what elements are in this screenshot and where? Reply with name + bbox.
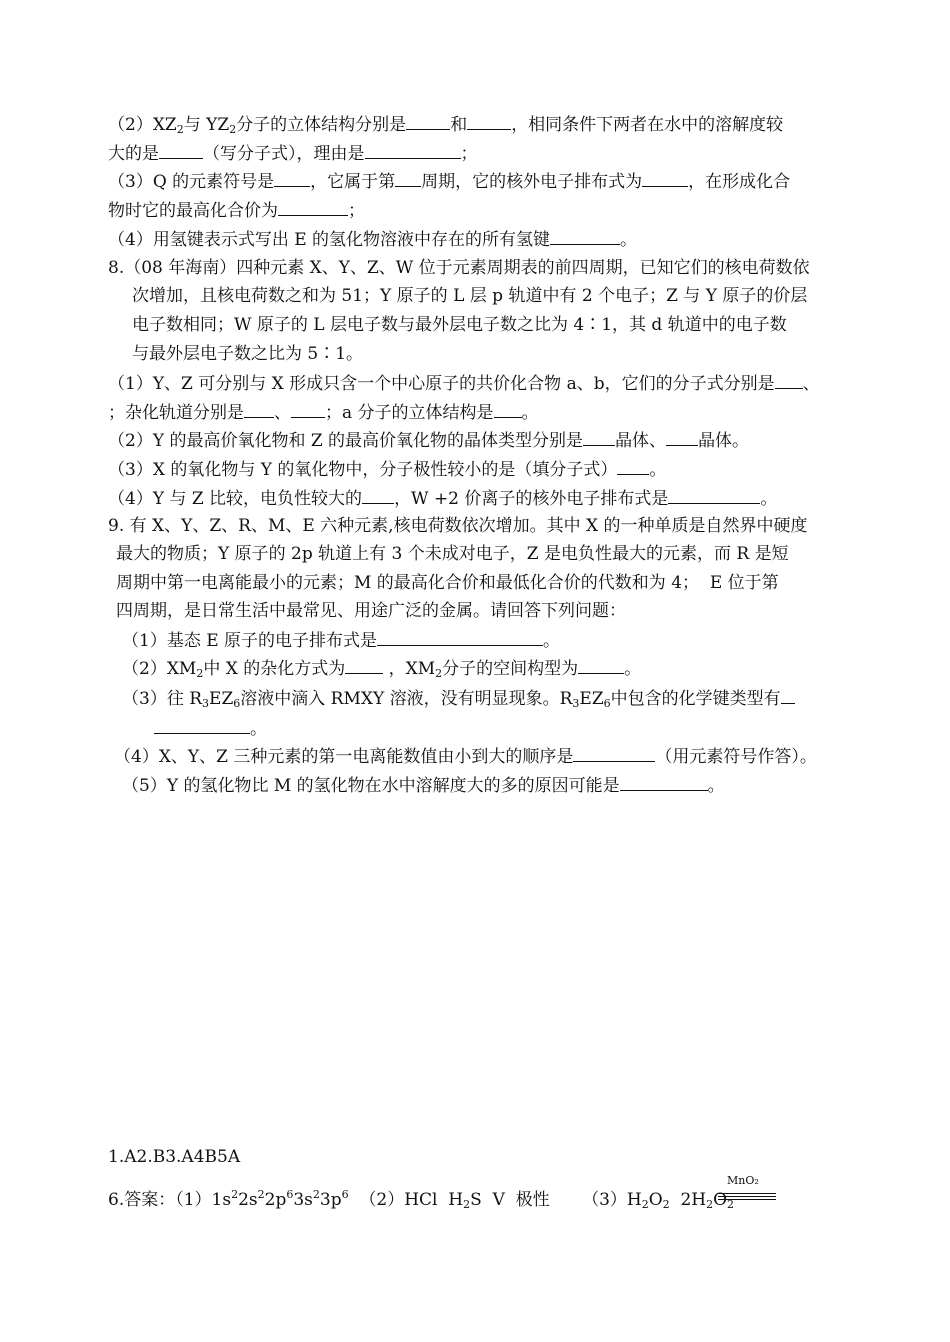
answers-1-to-5	[108, 1145, 240, 1169]
text-segment: （5）Y 的氢化物比 M 的氢化物在水中溶解度大的多的原因可能是	[122, 776, 620, 796]
answer-blank	[467, 112, 511, 130]
question-7-part-3-line-2	[108, 198, 365, 223]
text-segment: 电子数相同；W 原子的 L 层电子数与最外层电子数之比为 4∶1，其 d 轨道中的电子数	[132, 315, 787, 335]
question-7-part-3-line-1	[108, 169, 790, 194]
answer-blank	[573, 744, 655, 762]
text-segment: 次增加，且核电荷数之和为 51；Y 原子的 L 层 p 轨道中有 2 个电子；Z 与 Y 原子的价层	[132, 286, 808, 306]
answer-blank	[642, 169, 688, 187]
question-7-part-4	[108, 227, 637, 252]
text-segment: 分子的空间构型为	[442, 659, 579, 679]
question-8-part-4	[108, 486, 777, 511]
text-segment: （3）Q 的元素符号是	[108, 172, 275, 192]
text-segment: 9. 有 X、Y、Z、R、M、E 六种元素,核电荷数依次增加。其中 X 的一种单质是自然界中硬度	[108, 516, 808, 536]
text-segment: 。	[707, 776, 725, 796]
text-segment: 分子的立体结构分别是	[236, 115, 407, 135]
question-7-part-2-line-1	[108, 112, 783, 142]
answer-blank	[494, 400, 522, 418]
answer-blank	[362, 486, 394, 504]
superscript: 2	[312, 1188, 320, 1201]
text-segment: O	[648, 1190, 663, 1210]
question-8-stem-line-2	[132, 284, 807, 308]
text-segment: 晶体、	[615, 431, 667, 451]
subscript: 3	[572, 697, 580, 710]
answer-blank	[406, 112, 450, 130]
equals-bar-middle	[718, 1196, 776, 1197]
answer-blank	[159, 141, 203, 159]
text-segment: 晶体。	[698, 431, 750, 451]
question-9-part-2	[122, 656, 641, 686]
text-segment: EZ	[209, 689, 234, 709]
text-segment: 与 YZ	[183, 115, 230, 135]
text-segment: 物时它的最高化合价为	[108, 201, 278, 221]
text-segment: 中 X 的杂化方式为	[203, 659, 346, 679]
question-9-part-4	[114, 744, 817, 769]
text-segment: 溶液中滴入 RMXY 溶液，没有明显现象。R	[240, 689, 573, 709]
equals-bar-bottom	[718, 1199, 776, 1200]
question-8-stem-line-4	[132, 342, 363, 366]
question-8-part-2	[108, 428, 749, 453]
subscript: 2	[662, 1198, 670, 1211]
text-segment: （1）Y、Z 可分别与 X 形成只含一个中心原子的共价化合物 a、b，它们的分子式分别是	[108, 374, 775, 394]
text-segment: 周期中第一电离能最小的元素；M 的最高化合价和最低化合价的代数和为 4； E 位于第	[116, 573, 779, 593]
superscript: 6	[286, 1188, 294, 1201]
subscript: 2	[229, 123, 237, 136]
subscript: 2	[706, 1198, 714, 1211]
answer-blank	[620, 773, 708, 791]
superscript: 6	[341, 1188, 349, 1201]
text-segment: 2s	[238, 1190, 258, 1210]
text-segment: （4）Y 与 Z 比较，电负性较大的	[108, 489, 363, 509]
equals-bar-top	[718, 1193, 776, 1194]
text-segment: 周期，它的核外电子排布式为	[421, 172, 643, 192]
text-segment: 。	[620, 230, 638, 250]
text-segment: （3）X 的氧化物与 Y 的氧化物中，分子极性较小的是（填分子式）	[108, 460, 618, 480]
answer-blank	[668, 486, 760, 504]
subscript: 2	[196, 667, 204, 680]
question-9-part-3-line-2	[154, 716, 267, 741]
question-8-stem-line-1	[108, 256, 810, 280]
text-segment: 3p	[319, 1190, 342, 1210]
text-segment: （2）XZ	[108, 115, 177, 135]
text-segment: 。	[521, 403, 539, 423]
text-segment: 中包含的化学键类型有	[610, 689, 781, 709]
text-segment: 2p	[264, 1190, 287, 1210]
answer-blank	[550, 227, 620, 245]
question-9-part-1	[122, 628, 560, 653]
text-segment: ；a 分子的立体结构是	[325, 403, 494, 423]
answer-blank	[345, 656, 383, 674]
text-segment: 。	[250, 719, 267, 739]
text-segment: ，XM	[383, 659, 436, 679]
answer-6	[108, 1183, 734, 1217]
subscript: 2	[727, 1198, 735, 1211]
text-segment: （用元素符号作答）。	[655, 747, 817, 767]
text-segment: 。	[649, 460, 667, 480]
text-segment: 6.答案：（1）1s	[108, 1190, 232, 1210]
text-segment: ；杂化轨道分别是	[108, 403, 244, 423]
text-segment: 最大的物质；Y 原子的 2p 轨道上有 3 个未成对电子，Z 是电负性最大的元素，而 R 是短	[116, 544, 789, 564]
question-9-part-5	[122, 773, 725, 798]
text-segment: 四周期，是日常生活中最常见、用途广泛的金属。请回答下列问题：	[116, 601, 626, 621]
text-segment: ；	[348, 201, 365, 221]
text-segment: （写分子式），理由是	[203, 144, 365, 164]
answer-blank	[775, 371, 803, 389]
text-segment: 1.A2.B3.A4B5A	[108, 1147, 241, 1167]
subscript: 2	[641, 1198, 649, 1211]
superscript: 2	[257, 1188, 265, 1201]
answer-blank	[377, 628, 543, 646]
text-segment: （2）Y 的最高价氧化物和 Z 的最高价氧化物的晶体类型分别是	[108, 431, 584, 451]
answer-blank	[274, 169, 310, 187]
text-segment: 。	[760, 489, 778, 509]
answer-blank	[666, 428, 698, 446]
reaction-catalyst-condition	[718, 1174, 776, 1214]
text-segment: ，在形成化合	[688, 172, 791, 192]
text-segment: 、	[274, 403, 291, 423]
question-8-part-3	[108, 457, 666, 482]
text-segment: （1）基态 E 原子的电子排布式是	[122, 631, 378, 651]
text-segment: O	[713, 1190, 728, 1210]
text-segment: （2）XM	[122, 659, 197, 679]
question-8-part-1-line-2	[108, 400, 539, 425]
text-segment: 与最外层电子数之比为 5∶1。	[132, 344, 364, 364]
question-7-part-2-line-2	[108, 141, 478, 166]
question-9-part-3-line-1	[122, 686, 795, 716]
text-segment: 。	[543, 631, 561, 651]
answer-blank	[578, 656, 624, 674]
subscript: 2	[176, 123, 184, 136]
catalyst-label: MnO₂	[727, 1174, 759, 1187]
text-segment: S V 极性 （3）H	[470, 1190, 642, 1210]
answer-blank	[365, 141, 461, 159]
answer-blank	[154, 716, 250, 734]
subscript: 6	[233, 697, 241, 710]
question-9-stem-line-2	[116, 542, 789, 566]
subscript: 2	[463, 1198, 471, 1211]
text-segment: 3s	[293, 1190, 313, 1210]
subscript: 6	[603, 697, 611, 710]
text-segment: 8.（08 年海南）四种元素 X、Y、Z、W 位于元素周期表的前四周期，已知它们的核电荷数依	[108, 258, 810, 278]
answer-blank	[781, 686, 795, 704]
text-segment: ，它属于第	[310, 172, 396, 192]
text-segment: 、	[802, 374, 820, 394]
text-segment: 和	[450, 115, 468, 135]
answer-blank	[278, 198, 348, 216]
answer-blank	[617, 457, 649, 475]
answer-blank	[395, 169, 421, 187]
question-8-part-1-line-1	[108, 371, 820, 396]
text-segment: 大的是	[108, 144, 159, 164]
question-9-stem-line-1	[108, 514, 808, 538]
text-segment: （2）HCl H	[348, 1190, 464, 1210]
text-segment: （4）X、Y、Z 三种元素的第一电离能数值由小到大的顺序是	[114, 747, 574, 767]
text-segment: 。	[624, 659, 642, 679]
text-segment: EZ	[579, 689, 604, 709]
answer-blank	[583, 428, 615, 446]
text-segment: （4）用氢键表示式写出 E 的氢化物溶液中存在的所有氢键	[108, 230, 551, 250]
text-segment: ；	[460, 144, 478, 164]
question-8-stem-line-3	[132, 313, 787, 337]
question-9-stem-line-4	[116, 599, 626, 623]
text-segment: ，相同条件下两者在水中的溶解度较	[511, 115, 784, 135]
question-9-stem-line-3	[116, 571, 779, 595]
superscript: 2	[231, 1188, 239, 1201]
subscript: 3	[202, 697, 210, 710]
subscript: 2	[435, 667, 443, 680]
text-segment: （3）往 R	[122, 689, 203, 709]
answer-blank	[291, 400, 325, 418]
text-segment: 2H	[669, 1190, 707, 1210]
answer-blank	[244, 400, 274, 418]
text-segment: ，W +2 价离子的核外电子排布式是	[394, 489, 669, 509]
